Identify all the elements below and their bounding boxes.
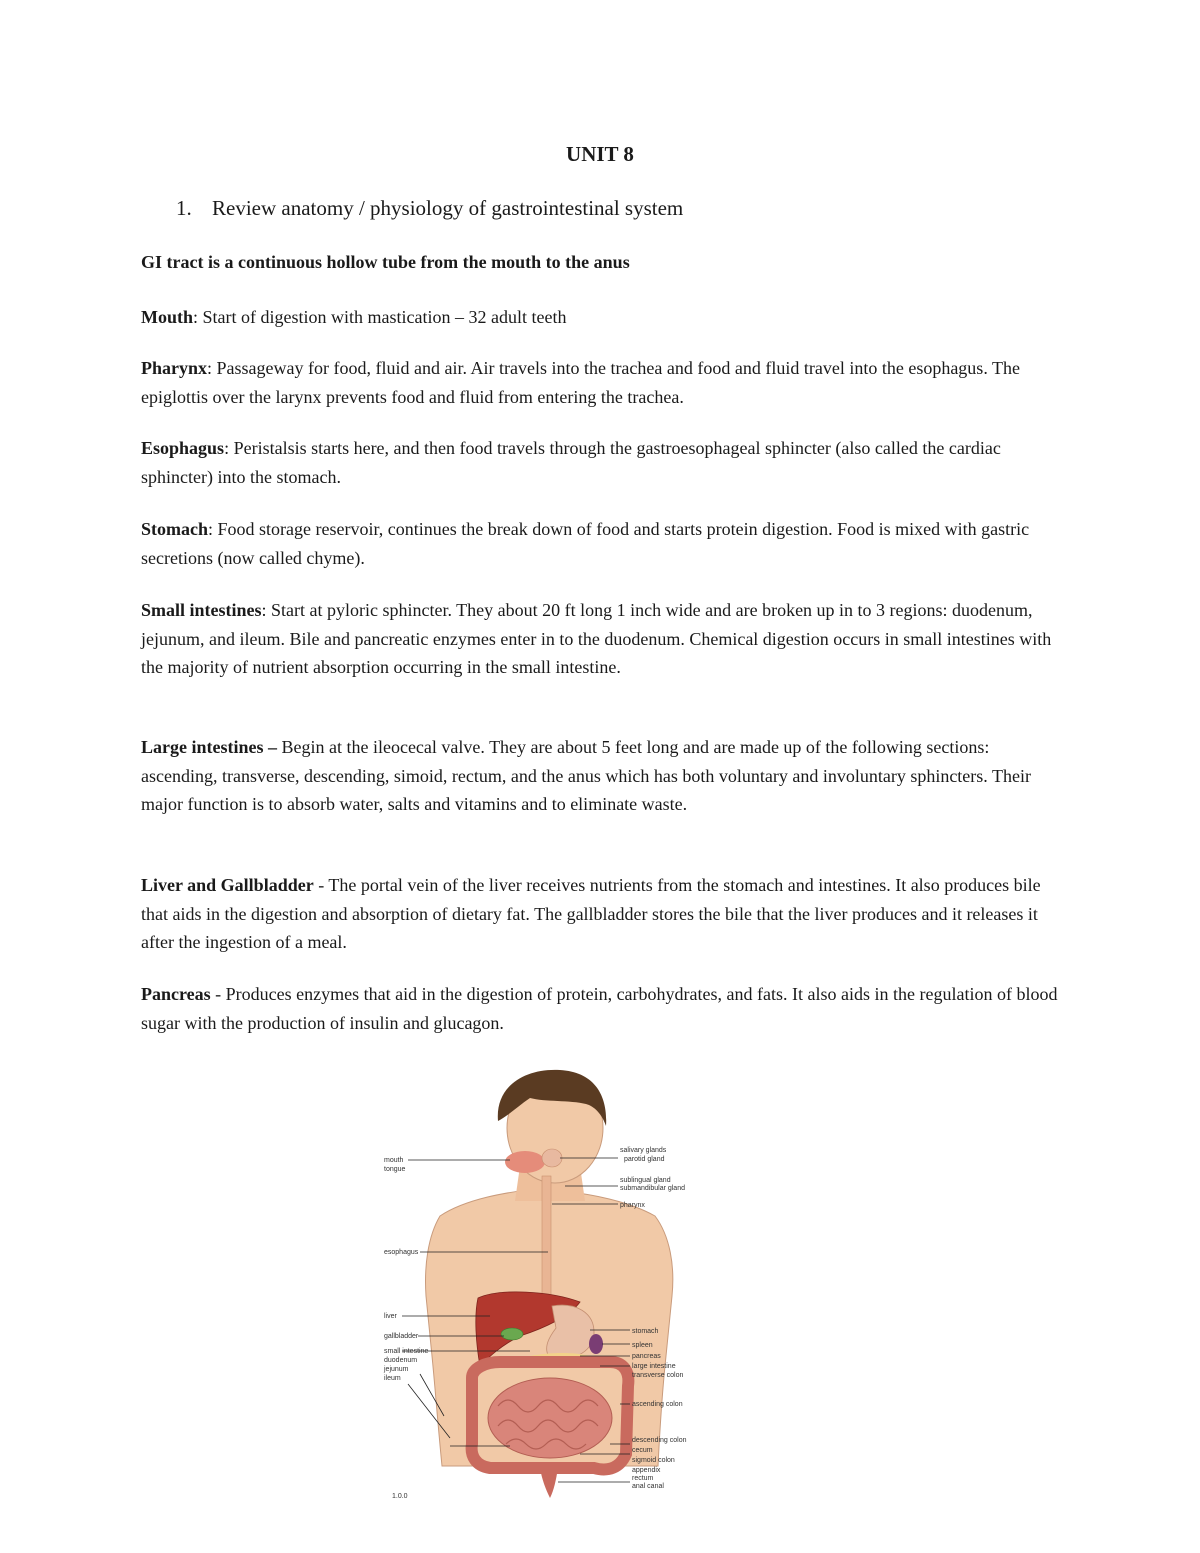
section-text: Start of digestion with mastication – 32 adult teeth	[202, 307, 567, 327]
section-text: Food storage reservoir, continues the break down of food and starts protein digestion. Food is mixed with gastric secretions (now called chyme).	[141, 519, 1030, 568]
rectum-shape	[540, 1468, 558, 1498]
section-small-intestines: Small intestines: Start at pyloric sphincter. They about 20 ft long 1 inch wide and are broken up in to 3 regions: duodenum, jejunum, and ileum. Bile and pancreatic enzymes enter in to the duodenum. Chemical digestion occurs in small intestines with the majority of nutrient absorption occurring in the small intestine.	[141, 600, 1052, 677]
section-pancreas: Pancreas - Produces enzymes that aid in the digestion of protein, carbohydrates, and fats. It also aids in the regulation of blood sugar with the production of insulin and glucagon.	[141, 984, 1058, 1033]
list-number: 1.	[176, 196, 192, 220]
section-text: Produces enzymes that aid in the digestion of protein, carbohydrates, and fats. It also aids in the regulation of blood sugar with the production of insulin and glucagon.	[141, 984, 1058, 1033]
label-rectum: rectum	[632, 1475, 654, 1482]
spleen-shape	[589, 1334, 603, 1354]
section-liver-gallbladder: Liver and Gallbladder - The portal vein of the liver receives nutrients from the stomach and intestines. It also produces bile that aids in the digestion and absorption of dietary fat. The gallbladder stores the bile that the liver produces and it releases it after the ingestion of a meal.	[141, 875, 1041, 952]
label-spleen: spleen	[632, 1342, 653, 1349]
page-title: UNIT 8	[566, 142, 634, 166]
salivary-area	[542, 1149, 562, 1167]
label-gallbladder: gallbladder	[384, 1333, 419, 1340]
label-large-intestine: large intestine	[632, 1363, 676, 1370]
label-ileum: ileum	[384, 1375, 401, 1382]
mouth-area	[505, 1151, 545, 1173]
label-parotid-gland: parotid gland	[624, 1156, 665, 1163]
label-small-intestine: small intestine	[384, 1348, 429, 1355]
label-stomach: stomach	[632, 1328, 659, 1335]
list-item-review	[176, 196, 683, 221]
label-tongue: tongue	[384, 1166, 406, 1173]
label-mouth: mouth	[384, 1157, 404, 1164]
figure-credit: 1.0.0	[392, 1493, 408, 1500]
label-appendix: appendix	[632, 1467, 661, 1474]
esophagus-tube	[542, 1176, 551, 1306]
label-esophagus: esophagus	[384, 1249, 419, 1256]
label-jejunum: jejunum	[384, 1366, 409, 1373]
section-text: Peristalsis starts here, and then food travels through the gastroesophageal sphincter (also called the cardiac sphincter) into the stomach.	[141, 438, 1001, 487]
label-anal-canal: anal canal	[632, 1483, 664, 1490]
label-pancreas: pancreas	[632, 1353, 661, 1360]
label-sublingual-gland: sublingual gland	[620, 1177, 671, 1184]
digestive-system-figure	[380, 1066, 700, 1506]
label-sigmoid-colon: sigmoid colon	[632, 1457, 675, 1464]
label-submandibular-gland: submandibular gland	[620, 1185, 685, 1192]
section-text: The portal vein of the liver receives nutrients from the stomach and intestines. It also produces bile that aids in the digestion and absorption of dietary fat. The gallbladder stores the bile that the liver produces and it releases it after the ingestion of a meal.	[141, 875, 1041, 952]
label-cecum: cecum	[632, 1447, 653, 1454]
section-text: Start at pyloric sphincter. They about 20 ft long 1 inch wide and are broken up in to 3 regions: duodenum, jejunum, and ileum. Bile and pancreatic enzymes enter in to the duodenum. Chemical digestion occurs in small intestines with the majority of nutrient absorption occurring in the small intestine.	[141, 600, 1052, 677]
section-term: Mouth	[141, 307, 194, 327]
section-term: Large intestines –	[141, 737, 277, 757]
section-esophagus: Esophagus: Peristalsis starts here, and then food travels through the gastroesophageal sphincter (also called the cardiac sphincter) into the stomach.	[141, 438, 1001, 487]
section-stomach: Stomach: Food storage reservoir, continues the break down of food and starts protein digestion. Food is mixed with gastric secretions (now called chyme).	[141, 519, 1030, 568]
section-term: Small intestines	[141, 600, 262, 620]
section-term: Pancreas	[141, 984, 211, 1004]
section-text: Passageway for food, fluid and air. Air travels into the trachea and food and fluid travel into the esophagus. The epiglottis over the larynx prevents food and fluid from entering the trachea.	[141, 358, 1020, 407]
section-large-intestines	[141, 733, 1066, 819]
label-duodenum: duodenum	[384, 1357, 418, 1364]
section-term: Pharynx	[141, 358, 208, 378]
section-term: Esophagus	[141, 438, 225, 458]
label-descending-colon: descending colon	[632, 1437, 687, 1444]
section-term: Liver and Gallbladder	[141, 875, 314, 895]
section-text: Begin at the ileocecal valve. They are about 5 feet long and are made up of the following sections: ascending, transverse, descending, simoid, rectum, and the anus which has both voluntary and involuntary sphincters. Their major function is to absorb water, salts and vitamins and to eliminate waste.	[141, 737, 1031, 814]
label-ascending-colon: ascending colon	[632, 1401, 683, 1408]
label-salivary-glands: salivary glands	[620, 1147, 667, 1154]
section-term: Stomach	[141, 519, 208, 539]
gi-tract-lead: GI tract is a continuous hollow tube from the mouth to the anus	[141, 252, 630, 272]
section-pharynx: Pharynx: Passageway for food, fluid and air. Air travels into the trachea and food and fluid travel into the esophagus. The epiglottis over the larynx prevents food and fluid from entering the trachea.	[141, 358, 1020, 407]
section-mouth: Mouth: Start of digestion with mastication – 32 adult teeth	[141, 307, 567, 327]
digestive-system-illustration	[380, 1066, 700, 1506]
label-liver: liver	[384, 1313, 397, 1320]
label-pharynx: pharynx	[620, 1202, 645, 1209]
gallbladder-shape	[501, 1328, 523, 1340]
label-transverse-colon: transverse colon	[632, 1372, 684, 1379]
list-item-text: Review anatomy / physiology of gastrointestinal system	[212, 196, 684, 220]
